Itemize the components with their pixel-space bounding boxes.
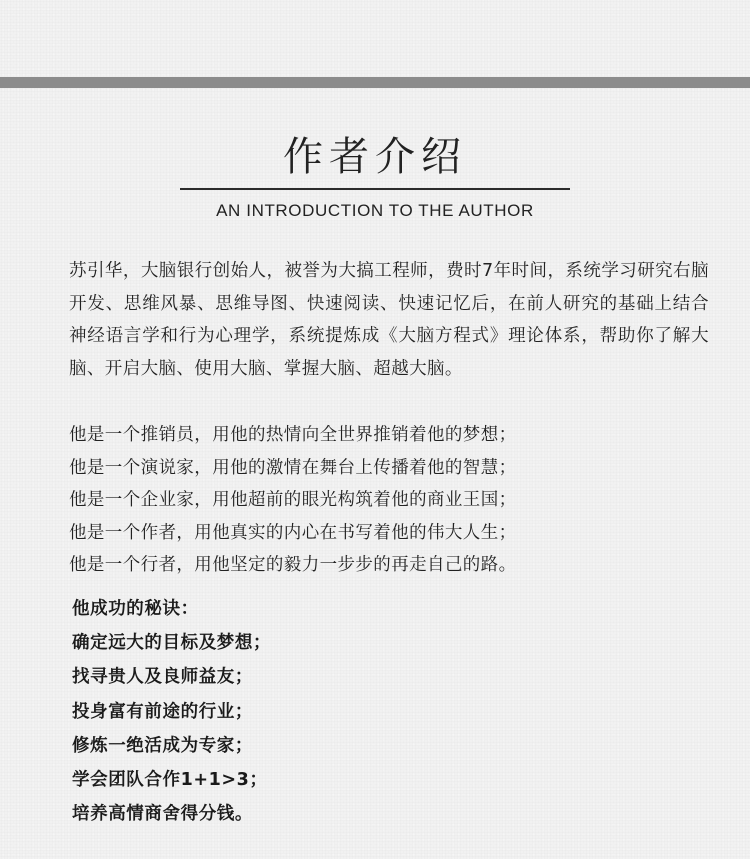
- role-line: 他是一个行者，用他坚定的毅力一步步的再走自己的路。: [69, 555, 517, 576]
- secret-item: 培养高情商舍得分钱。: [72, 804, 253, 825]
- secret-item: 学会团队合作1+1>3；: [72, 770, 268, 791]
- secrets-list: [72, 626, 672, 832]
- author-roles-list: [69, 419, 709, 582]
- page-subtitle: AN INTRODUCTION TO THE AUTHOR: [216, 201, 534, 220]
- secret-item: 确定远大的目标及梦想；: [72, 633, 272, 653]
- secret-item: 找寻贵人及良师益友；: [72, 667, 253, 688]
- secrets-heading: 他成功的秘诀：: [72, 599, 199, 619]
- role-line: 他是一个推销员，用他的热情向全世界推销着他的梦想；: [69, 425, 517, 445]
- author-bio: 苏引华，大脑银行创始人，被誉为大搞工程师，费时7年时间，系统学习研究右脑开发、思维风暴、思维导图、快速阅读、快速记忆后，在前人研究的基础上结合神经语言学和行为心理学，系统提炼成《大脑方程式》理论体系，帮助你了解大脑、开启大脑、使用大脑、掌握大脑、超越大脑。: [69, 261, 709, 379]
- role-line: 他是一个演说家，用他的激情在舞台上传播着他的智慧；: [69, 457, 517, 478]
- role-line: 他是一个企业家，用他超前的眼光构筑着他的商业王国；: [69, 490, 517, 511]
- title-underline: [180, 188, 570, 190]
- page-title: 作者介绍: [283, 134, 467, 180]
- role-line: 他是一个作者，用他真实的内心在书写着他的伟大人生；: [69, 522, 517, 543]
- secret-item: 投身富有前途的行业；: [72, 701, 253, 722]
- secret-item: 修炼一绝活成为专家；: [72, 735, 253, 756]
- top-divider-bar: [0, 77, 750, 88]
